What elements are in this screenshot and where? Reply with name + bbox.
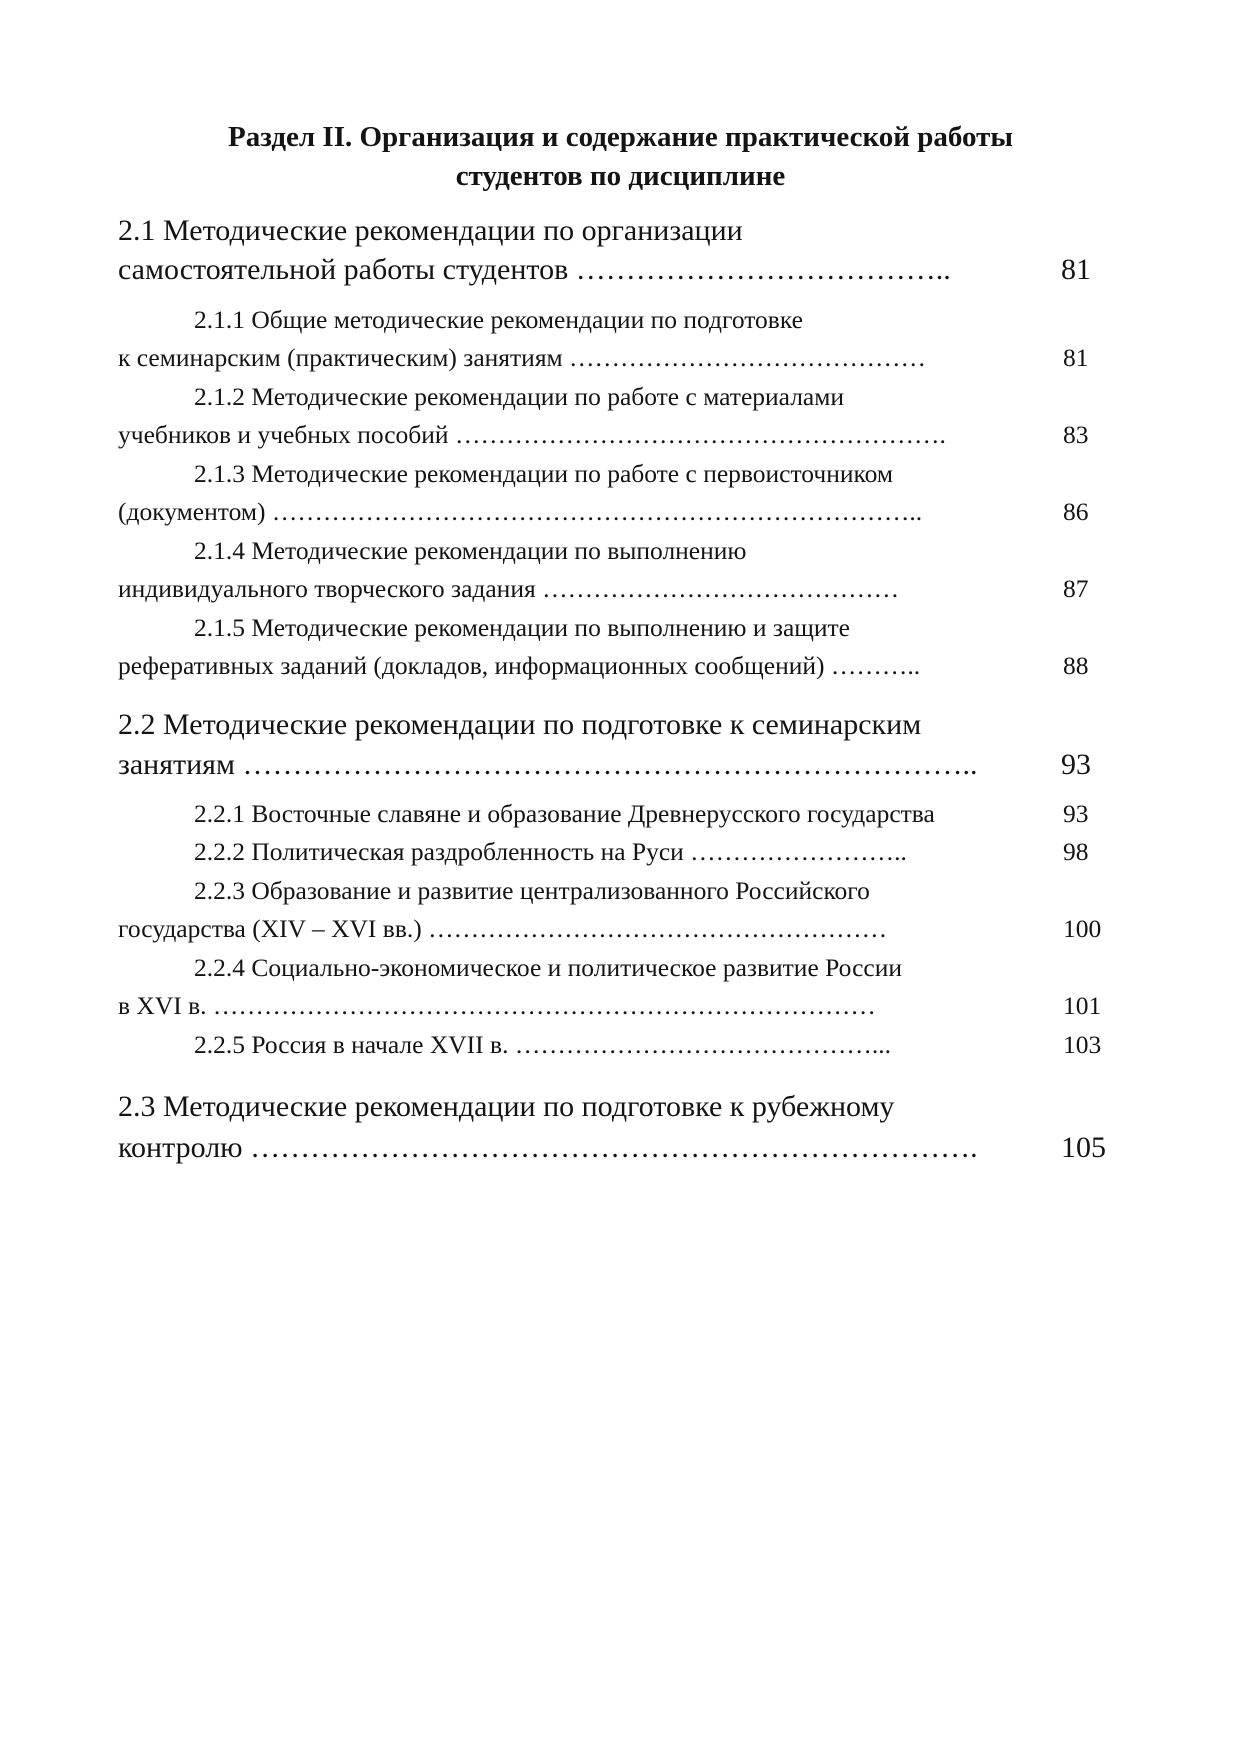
toc-entry-title: 2.2.3 Образование и развитие централизованного Российского (194, 876, 870, 905)
toc-entry-title: 2.2.4 Социально-экономическое и политическое развитие России (194, 953, 902, 982)
toc-entry-title: 2.1.1 Общие методические рекомендации по подготовке (194, 305, 803, 334)
toc-page-number: 103 (1063, 1030, 1102, 1059)
toc-page-number: 93 (1061, 748, 1091, 781)
toc-page-number: 83 (1063, 420, 1089, 449)
page-title-line-1: Раздел II. Организация и содержание практической работы (228, 121, 1013, 153)
toc-page-number: 81 (1063, 343, 1089, 372)
toc-entry-title: 2.1.5 Методические рекомендации по выполнению и защите (194, 613, 851, 642)
toc-page-number: 81 (1061, 253, 1091, 286)
page-title-line-2: студентов по дисциплине (455, 160, 786, 192)
toc-entry-title: в XVI в. …………………………………………………………………… (118, 991, 876, 1020)
toc-entry-title: 2.1.3 Методические рекомендации по работе с первоисточником (194, 459, 893, 488)
toc-page-number: 100 (1063, 914, 1102, 943)
toc-page-number: 93 (1063, 799, 1089, 828)
toc-entry-title: 2.1 Методические рекомендации по организации (118, 214, 743, 247)
toc-entry-title: 2.1.4 Методические рекомендации по выполнению (194, 536, 747, 565)
toc-page-number: 88 (1063, 651, 1089, 680)
toc-entry-title: (документом) ………………………………………………………………….. (118, 497, 923, 526)
toc-entry-title: государства (XIV – XVI вв.) ……………………………………………… (118, 914, 888, 943)
toc-entry-title: 2.3 Методические рекомендации по подготовке к рубежному (118, 1090, 895, 1123)
toc-entry-title: 2.2.1 Восточные славяне и образование Древнерусского государства (194, 799, 935, 828)
toc-page-number: 105 (1061, 1131, 1106, 1164)
toc-entry-title: 2.1.2 Методические рекомендации по работе с материалами (194, 382, 845, 411)
toc-entry-title: 2.2.2 Политическая раздробленность на Руси …………………….. (194, 837, 907, 866)
toc-page-number: 98 (1063, 837, 1089, 866)
toc-entry-title: индивидуального творческого задания …………………………………… (118, 574, 900, 603)
toc-entry-title: 2.2.5 Россия в начале XVII в. ……………………………………... (194, 1030, 891, 1059)
toc-page-number: 101 (1063, 991, 1102, 1020)
toc-page-number: 86 (1063, 497, 1089, 526)
toc-entry-title: занятиям ……………………………………………………………….. (118, 748, 978, 781)
toc-entry-title: 2.2 Методические рекомендации по подготовке к семинарским (118, 708, 922, 741)
toc-page-number: 87 (1063, 574, 1089, 603)
toc-entry-title: самостоятельной работы студентов ……………………………….. (118, 253, 951, 286)
toc-entry-title: учебников и учебных пособий …………………………………………………. (118, 420, 946, 449)
toc-entry-title: к семинарским (практическим) занятиям …………………………………… (118, 343, 927, 372)
toc-entry-title: реферативных заданий (докладов, информационных сообщений) ……….. (118, 651, 921, 680)
toc-entry-title: контролю ………………………………………………………………. (118, 1131, 978, 1164)
